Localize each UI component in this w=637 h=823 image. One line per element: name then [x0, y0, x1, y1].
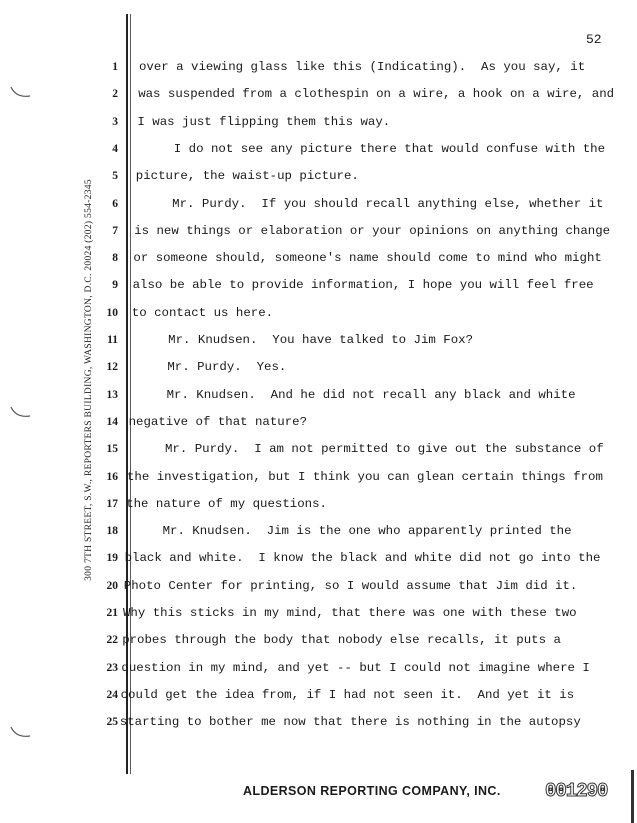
line-number: 12	[106, 361, 118, 374]
transcript-line: Mr. Knudsen. Jim is the one who apparently printed the	[125, 524, 572, 539]
line-number: 24	[106, 688, 118, 701]
line-number: 3	[112, 115, 118, 128]
line-number: 11	[107, 334, 118, 346]
transcript-line: I was just flipping them this way.	[137, 114, 391, 129]
transcript-line: Mr. Purdy. If you should recall anything else, whether it	[135, 196, 604, 211]
line-number: 7	[112, 224, 118, 237]
transcript-line: Why this sticks in my mind, that there was one with these two	[123, 606, 577, 620]
line-number: 8	[112, 252, 118, 265]
footer-company: ALDERSON REPORTING COMPANY, INC.	[243, 784, 501, 798]
page-edge-mark	[631, 770, 634, 823]
line-number: 16	[106, 470, 118, 483]
transcript-line: Mr. Purdy. I am not permitted to give out the substance of	[127, 442, 604, 457]
line-number: 21	[106, 607, 118, 619]
transcript-line: Mr. Knudsen. You have talked to Jim Fox?	[131, 333, 474, 347]
line-number: 18	[106, 525, 118, 538]
line-number: 14	[106, 415, 118, 428]
punch-hole-mark	[8, 724, 34, 742]
transcript-line: I do not see any picture there that would confuse with the	[136, 141, 606, 156]
line-number: 2	[112, 88, 118, 101]
line-number: 13	[106, 388, 118, 401]
transcript-line: also be able to provide information, I hope you will feel free	[132, 278, 594, 293]
transcript-line: question in my mind, and yet -- but I could not imagine where I	[121, 660, 590, 675]
punch-hole-mark	[8, 84, 34, 102]
line-number: 25	[106, 716, 118, 729]
line-number: 5	[112, 170, 118, 183]
line-number: 9	[112, 279, 118, 292]
transcript-line: picture, the waist-up picture.	[135, 169, 359, 184]
line-number: 23	[106, 661, 118, 674]
line-number: 19	[106, 552, 118, 565]
line-number: 1	[112, 61, 118, 73]
transcript-line: or someone should, someone's name should come to mind who might	[133, 251, 602, 266]
transcript-line: negative of that nature?	[128, 414, 308, 429]
line-number: 15	[106, 443, 118, 456]
line-number: 10	[106, 306, 118, 319]
line-number: 22	[106, 634, 118, 647]
transcript-line: over a viewing glass like this (Indicating). As you say, it	[139, 60, 586, 74]
transcript-line: Photo Center for printing, so I would assume that Jim did it.	[123, 578, 578, 593]
line-number: 4	[112, 142, 118, 155]
transcript-line: black and white. I know the black and white did not go into the	[124, 551, 601, 566]
page-number: 52	[586, 32, 602, 47]
transcript-line: probes through the body that nobody else recalls, it puts a	[122, 633, 561, 648]
transcript-line: starting to bother me now that there is nothing in the autopsy	[119, 715, 581, 730]
transcript-line: to contact us here.	[131, 305, 274, 320]
punch-hole-mark	[8, 404, 34, 422]
transcript-line: the investigation, but I think you can glean certain things from	[127, 469, 603, 484]
reporter-address-vertical: 300 7TH STREET, S.W., REPORTERS BUILDING, WASHINGTON, D.C. 20024 (202) 554-2345	[84, 179, 94, 581]
transcript-line: Mr. Knudsen. And he did not recall any black and white	[129, 387, 576, 402]
bates-stamp: 001290	[545, 780, 608, 802]
transcript-line: is new things or elaboration or your opinions on anything change	[134, 223, 611, 238]
transcript-line: Mr. Purdy. Yes.	[130, 360, 287, 375]
transcript-line: the nature of my questions.	[126, 496, 327, 511]
transcript-line: was suspended from a clothespin on a wire, a hook on a wire, and	[138, 87, 615, 102]
line-number: 17	[106, 497, 118, 510]
line-number: 20	[106, 579, 118, 592]
transcript-line: could get the idea from, if I had not seen it. And yet it is	[120, 687, 575, 702]
line-number: 6	[112, 197, 118, 210]
